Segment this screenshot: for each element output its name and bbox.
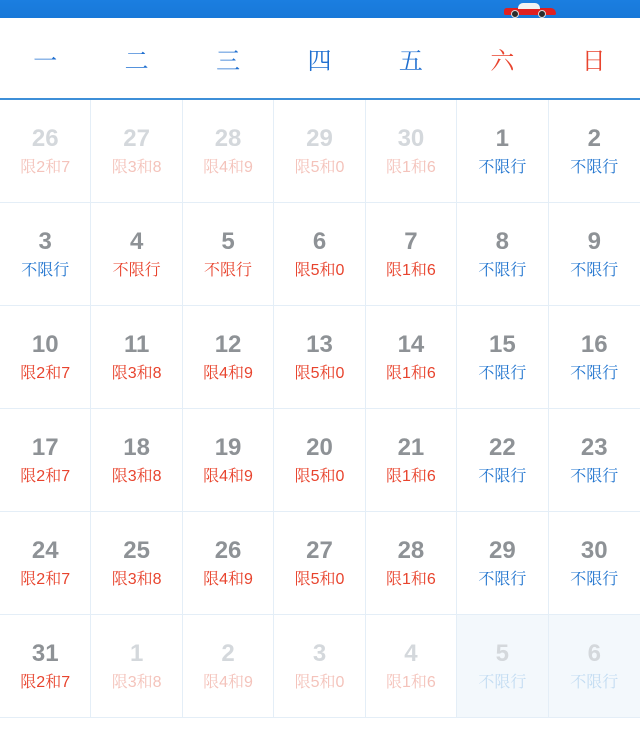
restriction-label: 不限行: [478, 467, 527, 485]
restriction-label: 限3和8: [111, 158, 162, 176]
day-number: 22: [489, 433, 516, 461]
calendar-day-cell[interactable]: [457, 512, 548, 615]
calendar-day-cell[interactable]: [0, 203, 91, 306]
top-status-bar: [0, 0, 640, 18]
car-wheel-left: [511, 10, 519, 18]
calendar-day-cell[interactable]: [457, 409, 548, 512]
calendar-day-cell[interactable]: [183, 512, 274, 615]
calendar-day-cell[interactable]: [366, 100, 457, 203]
restriction-label: 不限行: [478, 158, 527, 176]
weekday-label-2: 二: [124, 47, 150, 75]
restriction-label: 不限行: [570, 570, 619, 588]
weekday-label-4: 四: [307, 47, 333, 75]
restriction-label: 限4和9: [203, 673, 253, 691]
restriction-label: 限4和9: [203, 570, 253, 588]
restriction-label: 限2和7: [20, 570, 71, 588]
restriction-label: 限3和8: [111, 364, 162, 382]
restriction-label: 限5和0: [294, 467, 345, 485]
restriction-label: 限1和6: [386, 158, 436, 176]
calendar-day-cell[interactable]: [549, 512, 640, 615]
calendar-day-cell[interactable]: [274, 306, 365, 409]
restriction-label: 不限行: [570, 364, 619, 382]
day-number: 1: [495, 124, 510, 152]
calendar-day-cell[interactable]: [366, 615, 457, 718]
restriction-label: 不限行: [112, 261, 161, 279]
day-number: 24: [31, 536, 59, 564]
restriction-label: 限5和0: [294, 364, 345, 382]
calendar-day-cell[interactable]: [457, 306, 548, 409]
calendar-day-cell[interactable]: [549, 306, 640, 409]
calendar-day-cell[interactable]: [457, 100, 548, 203]
calendar-day-cell[interactable]: [91, 306, 182, 409]
restriction-label: 不限行: [478, 570, 527, 588]
car-icon: [504, 3, 556, 18]
calendar-day-cell[interactable]: [183, 409, 274, 512]
day-number: 3: [312, 639, 327, 667]
day-number: 20: [306, 433, 333, 461]
calendar-day-cell[interactable]: [457, 203, 548, 306]
restriction-label: 限1和6: [386, 467, 436, 485]
day-number: 2: [221, 639, 235, 667]
weekday-label-1: 一: [33, 47, 59, 75]
restriction-label: 限5和0: [294, 673, 345, 691]
day-number: 26: [31, 124, 59, 152]
restriction-label: 限2和7: [20, 364, 71, 382]
weekday-label-7: 日: [581, 47, 607, 75]
restriction-label: 不限行: [570, 673, 619, 691]
calendar-day-cell[interactable]: [549, 203, 640, 306]
restriction-label: 限3和8: [111, 673, 162, 691]
day-number: 30: [397, 124, 425, 152]
topbar-icon-group: [504, 0, 556, 18]
day-number: 27: [306, 536, 333, 564]
day-number: 23: [580, 433, 608, 461]
restriction-label: 不限行: [478, 673, 527, 691]
car-cabin: [518, 3, 540, 9]
restriction-label: 不限行: [204, 261, 253, 279]
weekday-label-5: 五: [398, 47, 424, 75]
restriction-label: 限3和8: [111, 467, 162, 485]
day-number: 15: [489, 330, 516, 358]
calendar-day-cell[interactable]: [274, 100, 365, 203]
restriction-label: 限5和0: [294, 570, 345, 588]
day-number: 29: [306, 124, 333, 152]
restriction-label: 限2和7: [20, 467, 71, 485]
day-number: 6: [587, 639, 601, 667]
day-number: 16: [580, 330, 608, 358]
day-number: 31: [31, 639, 59, 667]
restriction-label: 限4和9: [203, 364, 253, 382]
calendar-day-cell[interactable]: [0, 409, 91, 512]
day-number: 8: [495, 227, 510, 255]
restriction-label: 限3和8: [111, 570, 162, 588]
restriction-label: 不限行: [478, 364, 527, 382]
restriction-label: 限5和0: [294, 261, 345, 279]
day-number: 6: [312, 227, 327, 255]
restriction-label: 限4和9: [203, 158, 253, 176]
car-wheel-right: [538, 10, 546, 18]
calendar-day-cell[interactable]: [274, 409, 365, 512]
day-number: 3: [38, 227, 52, 255]
day-number: 4: [404, 639, 418, 667]
calendar-day-cell[interactable]: [183, 306, 274, 409]
day-number: 1: [129, 639, 144, 667]
calendar-day-cell[interactable]: [457, 615, 548, 718]
day-number: 28: [214, 124, 242, 152]
calendar-day-cell[interactable]: [0, 306, 91, 409]
calendar-day-cell[interactable]: [183, 100, 274, 203]
restriction-label: 限1和6: [386, 570, 436, 588]
calendar-day-cell[interactable]: [91, 203, 182, 306]
day-number: 14: [397, 330, 425, 358]
restriction-label: 不限行: [570, 261, 619, 279]
day-number: 5: [221, 227, 235, 255]
restriction-label: 不限行: [478, 261, 527, 279]
weekday-label-3: 三: [216, 47, 242, 75]
calendar-day-cell[interactable]: [183, 203, 274, 306]
day-number: 29: [489, 536, 516, 564]
restriction-label: 限1和6: [386, 364, 436, 382]
day-number: 30: [580, 536, 608, 564]
calendar-grid: [0, 100, 640, 718]
calendar-day-cell[interactable]: [274, 615, 365, 718]
calendar-day-cell[interactable]: [549, 100, 640, 203]
calendar-day-cell[interactable]: [274, 203, 365, 306]
calendar-day-cell[interactable]: [91, 512, 182, 615]
calendar-day-cell[interactable]: [91, 100, 182, 203]
restriction-label: 限4和9: [203, 467, 253, 485]
calendar-day-cell[interactable]: [91, 409, 182, 512]
calendar-day-cell[interactable]: [366, 409, 457, 512]
calendar-day-cell[interactable]: [366, 306, 457, 409]
weekday-label-6: 六: [490, 47, 516, 75]
restriction-label: 限1和6: [386, 673, 436, 691]
restriction-label: 不限行: [570, 467, 619, 485]
calendar-day-cell[interactable]: [366, 512, 457, 615]
calendar-day-cell[interactable]: [549, 615, 640, 718]
day-number: 2: [587, 124, 601, 152]
day-number: 7: [404, 227, 418, 255]
restriction-label: 限2和7: [20, 158, 71, 176]
day-number: 11: [123, 330, 150, 358]
day-number: 27: [123, 124, 150, 152]
calendar-day-cell[interactable]: [183, 615, 274, 718]
day-number: 10: [31, 330, 59, 358]
day-number: 18: [123, 433, 150, 461]
calendar-day-cell[interactable]: [274, 512, 365, 615]
restriction-label: 限1和6: [386, 261, 436, 279]
day-number: 19: [214, 433, 242, 461]
weekday-header: [0, 18, 640, 100]
restriction-label: 限2和7: [20, 673, 71, 691]
calendar-day-cell[interactable]: [0, 512, 91, 615]
day-number: 12: [214, 330, 242, 358]
calendar-day-cell[interactable]: [366, 203, 457, 306]
day-number: 13: [306, 330, 333, 358]
restriction-label: 不限行: [21, 261, 70, 279]
restriction-label: 不限行: [570, 158, 619, 176]
calendar-day-cell[interactable]: [91, 615, 182, 718]
day-number: 5: [495, 639, 510, 667]
day-number: 26: [214, 536, 242, 564]
calendar-day-cell[interactable]: [0, 615, 91, 718]
day-number: 4: [129, 227, 144, 255]
day-number: 9: [587, 227, 601, 255]
calendar-day-cell[interactable]: [0, 100, 91, 203]
day-number: 17: [31, 433, 59, 461]
day-number: 25: [123, 536, 150, 564]
day-number: 28: [397, 536, 425, 564]
calendar-day-cell[interactable]: [549, 409, 640, 512]
restriction-label: 限5和0: [294, 158, 345, 176]
day-number: 21: [397, 433, 425, 461]
